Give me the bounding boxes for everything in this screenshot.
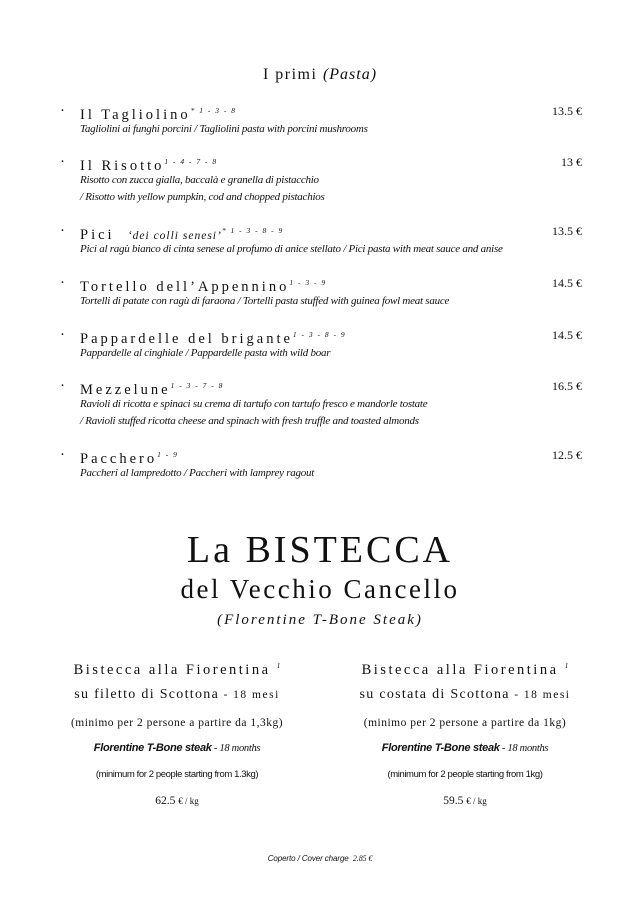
item-price: 14.5 € xyxy=(552,328,582,342)
item-price: 13.5 € xyxy=(552,104,582,118)
bullet: · xyxy=(60,223,65,239)
steak-cut: su filetto di Scottona - 18 mesi xyxy=(74,687,280,702)
steak-minimum-it: (minimo per 2 persone a partire da 1,3kg) xyxy=(70,717,284,729)
bistecca-title: La BISTECCA xyxy=(186,529,454,571)
section-title xyxy=(0,66,640,84)
item-name: Mezzelune$^{1 - 3 - 7 - 8}$ xyxy=(80,381,224,398)
section-title-text: I primi xyxy=(262,66,318,83)
allergen-codes: 1 - 3 - 9 xyxy=(289,278,327,287)
allergen-codes: 1 - 4 - 7 - 8 xyxy=(164,157,218,166)
item-price: 13 € xyxy=(561,155,582,169)
steak-name: Bistecca alla Fiorentina $^1$ xyxy=(361,661,569,678)
steak-english-name: Florentine T-Bone steak - 18 months xyxy=(93,742,261,754)
bistecca-subtitle: del Vecchio Cancello xyxy=(180,574,460,604)
steak-english-name: Florentine T-Bone steak - 18 months xyxy=(381,742,549,754)
item-description: Paccheri al lampredotto / Paccheri with lamprey ragout xyxy=(80,467,315,479)
steak-price: 62.5 € / kg xyxy=(155,795,199,807)
item-name: Pici ‘dei colli senesi’$^{* 1 - 3 - 8 - 9}$ xyxy=(80,226,284,243)
item-description: Tagliolini ai funghi porcini / Tagliolini pasta with porcini mushrooms xyxy=(80,123,368,135)
steak-price: 59.5 € / kg xyxy=(443,795,487,807)
allergen-codes: 1 - 3 - 8 - 9 xyxy=(292,330,347,339)
bullet: · xyxy=(60,103,65,119)
item-price: 14.5 € xyxy=(552,276,582,290)
bullet: · xyxy=(60,447,65,463)
bullet: · xyxy=(60,154,65,170)
item-price: 16.5 € xyxy=(552,379,582,393)
item-description: Pappardelle al cinghiale / Pappardelle pasta with wild boar xyxy=(80,347,331,359)
steak-minimum-en: (minimum for 2 people starting from 1kg) xyxy=(387,769,543,780)
bistecca-english-title: (Florentine T-Bone Steak) xyxy=(217,612,423,628)
item-description: Pici al ragù bianco di cinta senese al profumo di anice stellato / Pici pasta with meat sauce and anise xyxy=(80,243,503,255)
item-name: Il Risotto$^{1 - 4 - 7 - 8}$ xyxy=(80,157,218,174)
item-name: Pacchero$^{1 - 9}$ xyxy=(80,450,179,467)
item-price: 12.5 € xyxy=(552,448,582,462)
bullet: · xyxy=(60,327,65,343)
item-description-en: / Ravioli stuffed ricotta cheese and spinach with fresh truffle and toasted almonds xyxy=(80,415,419,427)
bullet: · xyxy=(60,275,65,291)
steak-name: Bistecca alla Fiorentina $^1$ xyxy=(73,661,281,678)
item-description: Ravioli di ricotta e spinaci su crema di tartufo con tartufo fresco e mandorle tostate xyxy=(80,398,428,410)
item-price: 13.5 € xyxy=(552,224,582,238)
item-name: Tortello dell’Appennino$^{1 - 3 - 9}$ xyxy=(80,278,327,295)
allergen-codes: * 1 - 3 - 8 - 9 xyxy=(221,226,284,235)
steak-minimum-en: (minimum for 2 people starting from 1.3kg) xyxy=(95,769,259,780)
allergen-codes: * 1 - 3 - 8 xyxy=(190,106,237,115)
bullet: · xyxy=(60,378,65,394)
item-description-en: / Risotto with yellow pumpkin, cod and chopped pistachios xyxy=(80,191,325,203)
item-name: Pappardelle del brigante$^{1 - 3 - 8 - 9}$ xyxy=(80,330,347,347)
section-subtitle: (Pasta) xyxy=(322,66,378,83)
steak-cut: su costata di Scottona - 18 mesi xyxy=(359,687,571,702)
item-description: Tortelli di patate con ragù di faraona / Tortelli pasta stuffed with guinea fowl meat sauce xyxy=(80,295,450,307)
steak-minimum-it: (minimo per 2 persone a partire da 1kg) xyxy=(363,717,567,729)
cover-charge: Coperto / Cover charge 2.85 € xyxy=(267,854,373,863)
item-description: Risotto con zucca gialla, baccalà e granella di pistacchio xyxy=(80,174,319,186)
allergen-codes: 1 - 3 - 7 - 8 xyxy=(170,381,224,390)
item-name: Il Tagliolino$^{* 1 - 3 - 8}$ xyxy=(80,106,237,123)
allergen-codes: 1 - 9 xyxy=(157,450,179,459)
